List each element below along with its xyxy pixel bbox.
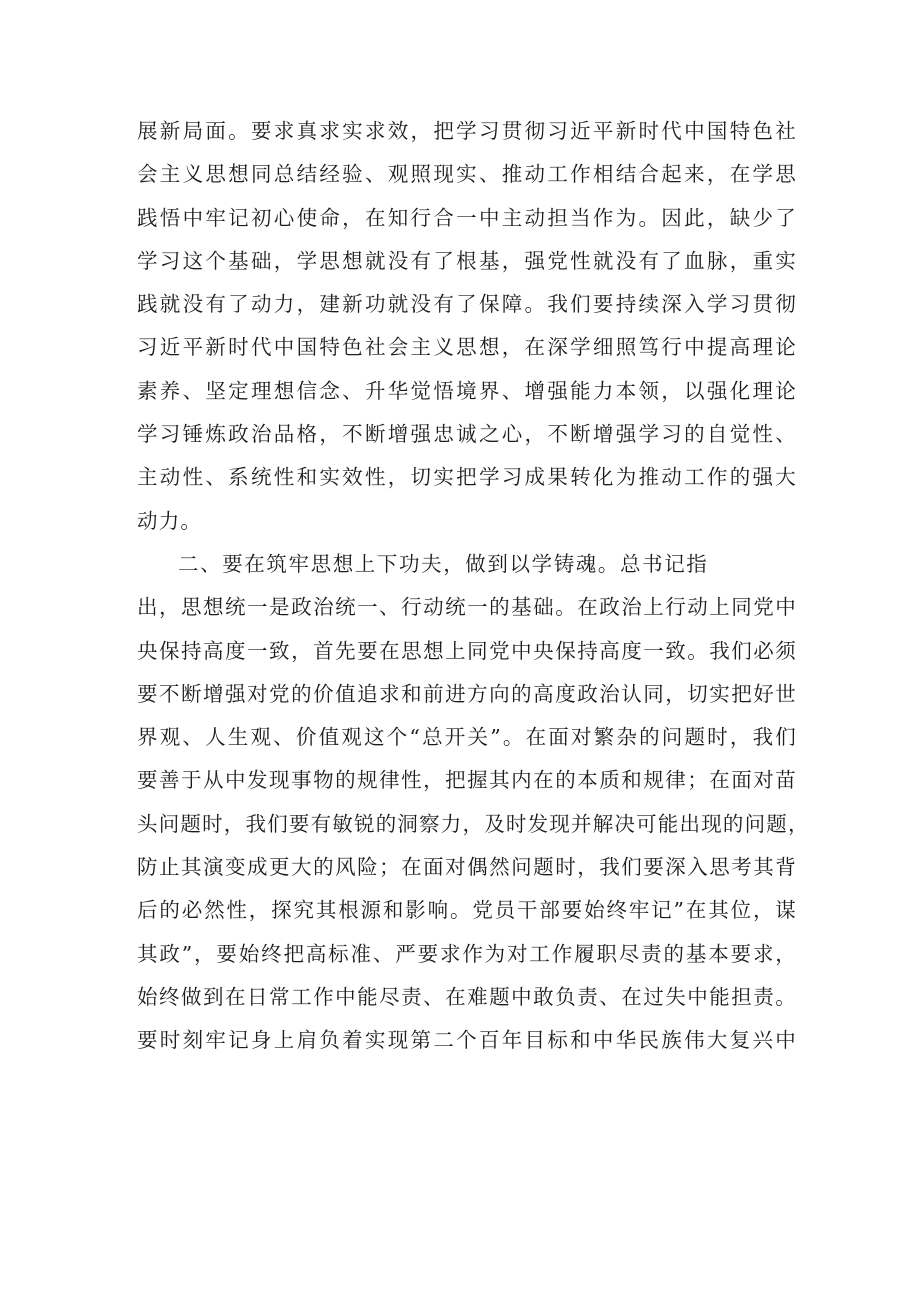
document-body (137, 110, 810, 1063)
text-line: 践悟中牢记初心使命，在知行合一中主动担当作为。因此，缺少了 (137, 205, 797, 230)
text-line: 践就没有了动力，建新功就没有了保障。我们要持续深入学习贯彻 (137, 292, 797, 317)
text-line: 会主义思想同总结经验、观照现实、推动工作相结合起来，在学思 (137, 162, 797, 187)
text-line: 要时刻牢记身上肩负着实现第二个百年目标和中华民族伟大复兴中 (137, 1028, 797, 1053)
text-line: 头问题时，我们要有敏锐的洞察力，及时发现并解决可能出现的问题， (137, 811, 810, 836)
paragraph-end-line: 动力。 (137, 508, 203, 533)
text-line: 素养、坚定理想信念、升华觉悟境界、增强能力本领，以强化理论 (137, 378, 797, 403)
text-line: 出，思想统一是政治统一、行动统一的基础。在政治上行动上同党中 (137, 595, 797, 620)
text-line: 学习这个基础，学思想就没有了根基，强党性就没有了血脉，重实 (137, 248, 797, 273)
text-line: 界观、人生观、价值观这个“总开关”。在面对繁杂的问题时，我们 (137, 725, 797, 750)
text-line: 要善于从中发现事物的规律性，把握其内在的本质和规律；在面对苗 (137, 768, 797, 793)
text-line: 防止其演变成更大的风险；在面对偶然问题时，我们要深入思考其背 (137, 855, 797, 880)
text-line: 始终做到在日常工作中能尽责、在难题中敢负责、在过失中能担责。 (137, 984, 797, 1009)
text-line: 学习锤炼政治品格，不断增强忠诚之心，不断增强学习的自觉性、 (137, 422, 797, 447)
text-line: 其政”，要始终把高标准、严要求作为对工作履职尽责的基本要求， (137, 941, 797, 966)
text-line: 后的必然性，探究其根源和影响。党员干部要始终牢记”在其位，谋 (137, 898, 797, 923)
text-line: 央保持高度一致，首先要在思想上同党中央保持高度一致。我们必须 (137, 638, 797, 663)
text-line: 展新局面。要求真求实求效，把学习贯彻习近平新时代中国特色社 (137, 119, 797, 143)
text-line: 主动性、系统性和实效性，切实把学习成果转化为推动工作的强大 (137, 465, 797, 490)
text-line: 要不断增强对党的价值追求和前进方向的高度政治认同，切实把好世 (137, 681, 797, 706)
text-line: 习近平新时代中国特色社会主义思想，在深学细照笃行中提高理论 (137, 335, 797, 360)
section-heading-line: 二、要在筑牢思想上下功夫，做到以学铸魂。总书记指 (178, 551, 709, 576)
